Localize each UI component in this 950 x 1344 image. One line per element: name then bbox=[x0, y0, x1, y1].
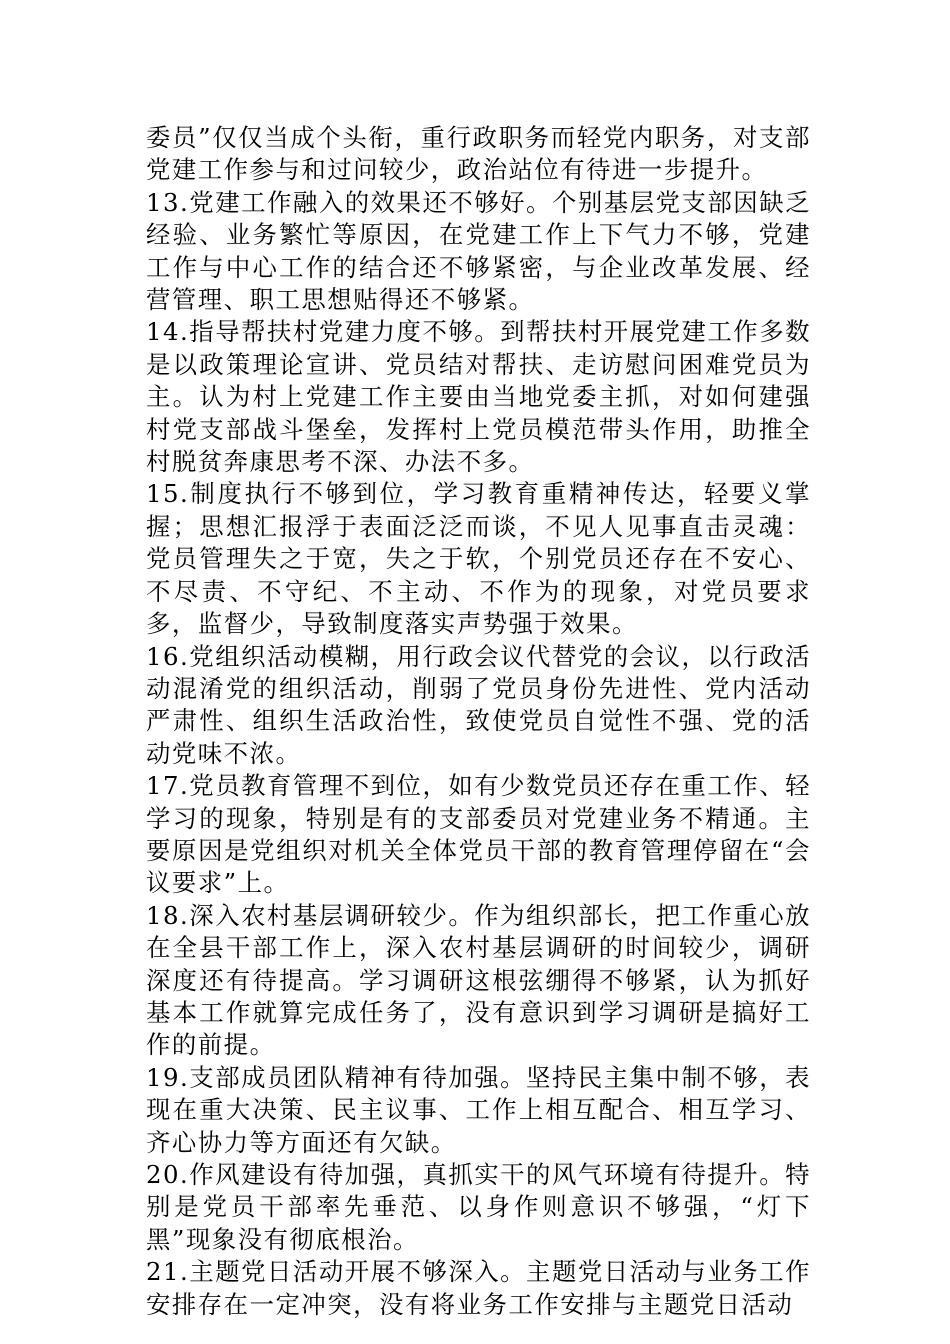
paragraph-item-19: 19.支部成员团队精神有待加强。坚持民主集中制不够，表现在重大决策、民主议事、工作上相互配合、相互学习、齐心协力等方面还有欠缺。 bbox=[146, 1062, 811, 1157]
document-body bbox=[146, 122, 811, 1321]
paragraph-item-13: 13.党建工作融入的效果还不够好。个别基层党支部因缺乏经验、业务繁忙等原因，在党建工作上下气力不够，党建工作与中心工作的结合还不够紧密，与企业改革发展、经营管理、职工思想贴得还不够紧。 bbox=[146, 187, 811, 315]
paragraph-item-16: 16.党组织活动模糊，用行政会议代替党的会议，以行政活动混淆党的组织活动，削弱了党员身份先进性、党内活动严肃性、组织生活政治性，致使党员自觉性不强、党的活动党味不浓。 bbox=[146, 641, 811, 768]
paragraph-item-17: 17.党员教育管理不到位，如有少数党员还存在重工作、轻学习的现象，特别是有的支部委员对党建业务不精通。主要原因是党组织对机关全体党员干部的教育管理停留在“会议要求”上。 bbox=[146, 771, 811, 898]
paragraph-item-21: 21.主题党日活动开展不够深入。主题党日活动与业务工作安排存在一定冲突，没有将业务工作安排与主题党日活动 bbox=[146, 1257, 811, 1319]
paragraph-item-14: 14.指导帮扶村党建力度不够。到帮扶村开展党建工作多数是以政策理论宣讲、党员结对帮扶、走访慰问困难党员为主。认为村上党建工作主要由当地党委主抓，对如何建强村党支部战斗堡垒，发挥村上党员模范带头作用，助推全村脱贫奔康思考不深、办法不多。 bbox=[146, 317, 811, 477]
paragraph-continuation: 委员”仅仅当成个头衔，重行政职务而轻党内职务，对支部党建工作参与和过问较少，政治站位有待进一步提升。 bbox=[146, 123, 811, 185]
paragraph-item-18: 18.深入农村基层调研较少。作为组织部长，把工作重心放在全县干部工作上，深入农村基层调研的时间较少，调研深度还有待提高。学习调研这根弦绷得不够紧，认为抓好基本工作就算完成任务了，没有意识到学习调研是搞好工作的前提。 bbox=[146, 900, 811, 1060]
paragraph-item-15: 15.制度执行不够到位，学习教育重精神传达，轻要义掌握；思想汇报浮于表面泛泛而谈，不见人见事直击灵魂：党员管理失之于宽，失之于软，个别党员还存在不安心、不尽责、不守纪、不主动、不作为的现象，对党员要求多，监督少，导致制度落实声势强于效果。 bbox=[146, 479, 811, 639]
paragraph-item-20: 20.作风建设有待加强，真抓实干的风气环境有待提升。特别是党员干部率先垂范、以身作则意识不够强，“灯下黑”现象没有彻底根治。 bbox=[146, 1160, 811, 1254]
